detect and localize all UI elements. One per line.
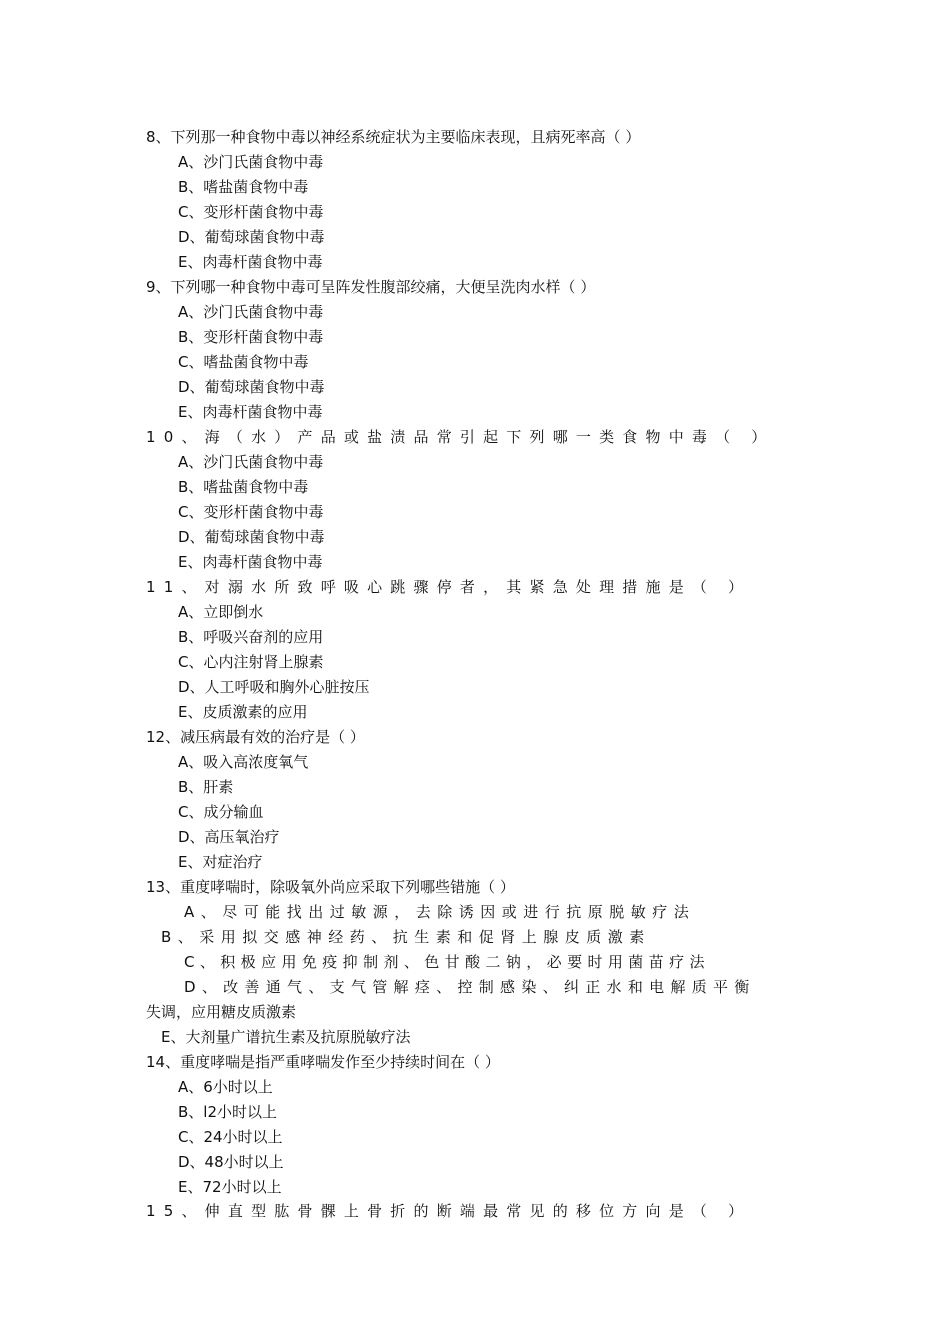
question-13-option-d-continued: 失调，应用糖皮质激素	[146, 1003, 297, 1021]
question-8-option-b: B、嗜盐菌食物中毒	[178, 178, 309, 196]
question-13-stem: 13、重度哮喘时，除吸氧外尚应采取下列哪些错施（ ）	[146, 878, 515, 896]
question-9-option-e: E、肉毒杆菌食物中毒	[178, 403, 323, 421]
question-13-option-a: A、尽可能找出过敏源，去除诱因或进行抗原脱敏疗法	[184, 903, 696, 921]
question-14-option-c: C、24小时以上	[178, 1128, 283, 1146]
question-11-option-b: B、呼吸兴奋剂的应用	[178, 628, 324, 646]
question-11-option-e: E、皮质激素的应用	[178, 703, 308, 721]
question-11-option-a: A、立即倒水	[178, 603, 264, 621]
question-14-stem: 14、重度哮喘是指严重哮喘发作至少持续时间在（ ）	[146, 1053, 500, 1071]
question-14-option-d: D、48小时以上	[178, 1153, 284, 1171]
question-12-option-a: A、吸入高浓度氧气	[178, 753, 309, 771]
question-13-option-c: C、积极应用免疫抑制剂、色甘酸二钠，必要时用菌苗疗法	[184, 953, 710, 971]
question-8-option-e: E、肉毒杆菌食物中毒	[178, 253, 323, 271]
question-8-option-d: D、葡萄球菌食物中毒	[178, 228, 325, 246]
question-13-option-b: B、采用拟交感神经药、抗生素和促肾上腺皮质激素	[161, 928, 651, 946]
question-12-option-b: B、肝素	[178, 778, 234, 796]
question-9-option-a: A、沙门氏菌食物中毒	[178, 303, 324, 321]
question-9-option-c: C、嗜盐菌食物中毒	[178, 353, 309, 371]
question-12-option-d: D、高压氧治疗	[178, 828, 280, 846]
question-15-stem: 15、伸直型肱骨髁上骨折的断端最常见的移位方向是（ ）	[146, 1202, 752, 1220]
question-10-stem: 10、海（水）产品或盐渍品常引起下列哪一类食物中毒（ ）	[146, 428, 775, 446]
question-11-option-c: C、心内注射肾上腺素	[178, 653, 324, 671]
question-14-option-b: B、l2小时以上	[178, 1103, 278, 1121]
question-8-option-a: A、沙门氏菌食物中毒	[178, 153, 324, 171]
question-12-option-c: C、成分输血	[178, 803, 264, 821]
question-14-option-a: A、6小时以上	[178, 1078, 273, 1096]
question-8-stem: 8、下列那一种食物中毒以神经系统症状为主要临床表现，且病死率高（ ）	[146, 128, 641, 146]
question-12-stem: 12、减压病最有效的治疗是（ ）	[146, 728, 365, 746]
question-11-option-d: D、人工呼吸和胸外心脏按压	[178, 678, 370, 696]
question-10-option-a: A、沙门氏菌食物中毒	[178, 453, 324, 471]
question-9-stem: 9、下列哪一种食物中毒可呈阵发性腹部绞痛，大便呈洗肉水样（ ）	[146, 278, 596, 296]
question-13-option-d: D、改善通气、支气管解痉、控制感染、纠正水和电解质平衡	[184, 978, 756, 996]
question-8-option-c: C、变形杆菌食物中毒	[178, 203, 324, 221]
question-10-option-b: B、嗜盐菌食物中毒	[178, 478, 309, 496]
question-10-option-d: D、葡萄球菌食物中毒	[178, 528, 325, 546]
question-9-option-d: D、葡萄球菌食物中毒	[178, 378, 325, 396]
question-11-stem: 11、对溺水所致呼吸心跳骤停者，其紧急处理措施是（ ）	[146, 578, 752, 596]
question-12-option-e: E、对症治疗	[178, 853, 263, 871]
question-14-option-e: E、72小时以上	[178, 1178, 282, 1196]
question-10-option-c: C、变形杆菌食物中毒	[178, 503, 324, 521]
question-13-option-e: E、大剂量广谱抗生素及抗原脱敏疗法	[161, 1028, 411, 1046]
question-10-option-e: E、肉毒杆菌食物中毒	[178, 553, 323, 571]
question-9-option-b: B、变形杆菌食物中毒	[178, 328, 324, 346]
